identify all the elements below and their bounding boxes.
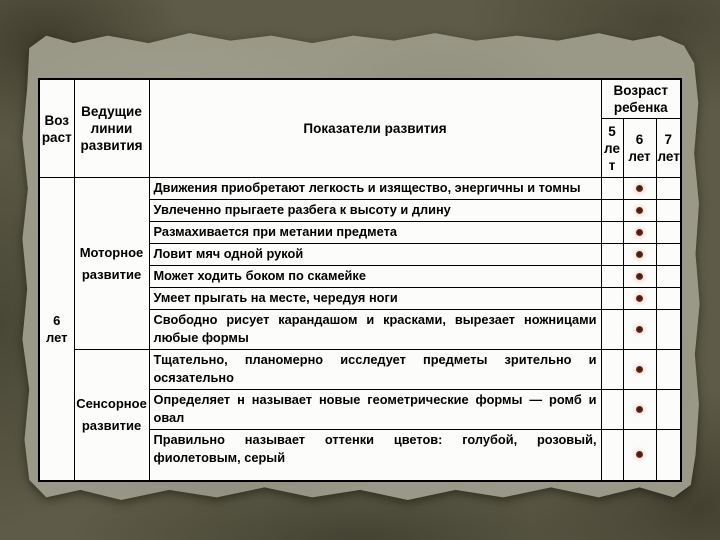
indicator-cell: Может ходить боком по скамейке [149, 266, 601, 288]
header-age-6: 6 лет [623, 119, 656, 178]
bullet-icon [636, 185, 643, 192]
mark-cell-age-6 [623, 178, 656, 200]
mark-cell-age-7 [656, 310, 681, 350]
mark-cell-age-6 [623, 244, 656, 266]
mark-cell-age-7 [656, 350, 681, 390]
mark-cell-age-6 [623, 350, 656, 390]
mark-cell-age-7 [656, 266, 681, 288]
indicator-cell: Увлеченно прыгаете разбега к высоту и длину [149, 200, 601, 222]
mark-cell-age-5 [601, 244, 623, 266]
mark-cell-age-5 [601, 288, 623, 310]
header-indicators: Показатели развития [149, 79, 601, 178]
indicator-cell: Тщательно, планомерно исследует предметы зрительно и осязательно [149, 350, 601, 390]
mark-cell-age-6 [623, 430, 656, 482]
mark-cell-age-5 [601, 430, 623, 482]
age-group-cell: 6 лет [39, 178, 74, 482]
indicator-cell: Ловит мяч одной рукой [149, 244, 601, 266]
mark-cell-age-7 [656, 430, 681, 482]
mark-cell-age-5 [601, 266, 623, 288]
development-line-cell: Моторное развитие [74, 178, 149, 350]
indicator-cell: Движения приобретают легкость и изящество, энергичны и томны [149, 178, 601, 200]
mark-cell-age-5 [601, 178, 623, 200]
mark-cell-age-6 [623, 310, 656, 350]
indicator-cell: Свободно рисует карандашом и красками, вырезает ножницами любые формы [149, 310, 601, 350]
mark-cell-age-6 [623, 200, 656, 222]
mark-cell-age-7 [656, 178, 681, 200]
table-body [39, 178, 681, 482]
development-table [38, 78, 682, 482]
mark-cell-age-6 [623, 390, 656, 430]
table-row [39, 350, 681, 390]
header-child-age: Возраст ребенка [601, 79, 681, 119]
bullet-icon [636, 251, 643, 258]
bullet-icon [636, 295, 643, 302]
header-development-lines: Ведущие линии развития [74, 79, 149, 178]
mark-cell-age-6 [623, 222, 656, 244]
mark-cell-age-5 [601, 350, 623, 390]
indicator-cell: Размахивается при метании предмета [149, 222, 601, 244]
bullet-icon [636, 229, 643, 236]
bullet-icon [636, 451, 643, 458]
mark-cell-age-5 [601, 200, 623, 222]
mark-cell-age-7 [656, 244, 681, 266]
mark-cell-age-7 [656, 222, 681, 244]
indicator-cell: Определяет н называет новые геометрические формы — ромб и овал [149, 390, 601, 430]
bullet-icon [636, 326, 643, 333]
mark-cell-age-7 [656, 200, 681, 222]
table-row [39, 178, 681, 200]
indicator-cell: Правильно называет оттенки цветов: голубой, розовый, фиолетовым, серый [149, 430, 601, 482]
header-age-7: 7 лет [656, 119, 681, 178]
mark-cell-age-5 [601, 390, 623, 430]
mark-cell-age-7 [656, 288, 681, 310]
header-age: Возраст [39, 79, 74, 178]
header-age-5: 5 лет [601, 119, 623, 178]
development-line-cell: Сенсорное развитие [74, 350, 149, 482]
bullet-icon [636, 366, 643, 373]
mark-cell-age-7 [656, 390, 681, 430]
mark-cell-age-6 [623, 288, 656, 310]
mark-cell-age-6 [623, 266, 656, 288]
bullet-icon [636, 406, 643, 413]
mark-cell-age-5 [601, 310, 623, 350]
bullet-icon [636, 207, 643, 214]
indicator-cell: Умеет прыгать на месте, чередуя ноги [149, 288, 601, 310]
mark-cell-age-5 [601, 222, 623, 244]
bullet-icon [636, 273, 643, 280]
table-header [39, 79, 681, 178]
